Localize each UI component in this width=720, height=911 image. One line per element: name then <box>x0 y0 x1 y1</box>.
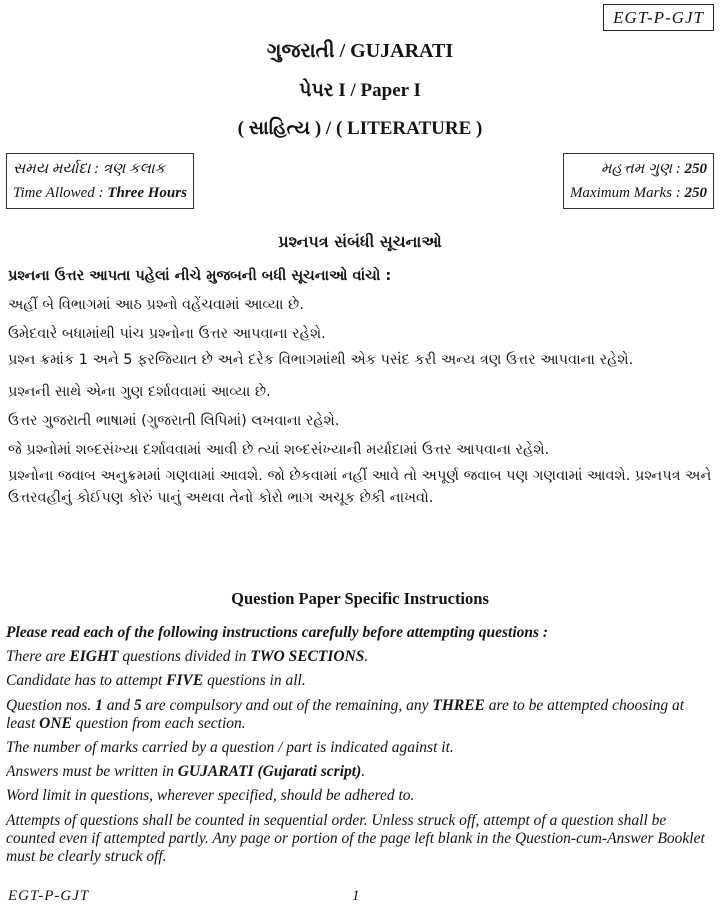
time-gujarati-value: ત્રણ કલાક <box>102 161 166 177</box>
item3-part: Question nos. <box>6 697 96 714</box>
english-instruction-item: The number of marks carried by a question / part is indicated against it. <box>6 739 454 756</box>
item5-part: Answers must be written in <box>6 763 178 780</box>
item1-part: questions divided in <box>118 648 251 665</box>
time-english <box>13 181 187 205</box>
title-language: ગુજરાતી / GUJARATI <box>266 40 454 62</box>
footer-paper-code: EGT-P-GJT <box>8 888 90 904</box>
gujarati-instruction-item: અહીં બે વિભાગમાં આઠ પ્રશ્નો વહેંચવામાં આવ્યા છે. <box>8 297 304 313</box>
english-instruction-item <box>6 669 714 693</box>
item3-emphasis: THREE <box>432 697 485 714</box>
item1-part: There are <box>6 648 70 665</box>
time-gujarati-label: સમય મર્યાદા : <box>13 161 100 177</box>
item3-emphasis: ONE <box>39 715 72 732</box>
english-instruction-item <box>6 697 714 733</box>
marks-gujarati-value: 250 <box>684 161 707 177</box>
time-english-label: Time Allowed : <box>13 185 104 201</box>
item3-emphasis: 5 <box>133 697 142 714</box>
gujarati-instructions-intro: પ્રશ્નના ઉત્તર આપતા પહેલાં નીચે મુજબની બધી સૂચનાઓ વાંચો : <box>8 268 392 284</box>
item1-emphasis: TWO SECTIONS <box>250 648 365 665</box>
marks-english <box>570 181 707 205</box>
gujarati-instruction-item: પ્રશ્નની સાથે એના ગુણ દર્શાવવામાં આવ્યા છે. <box>8 384 271 400</box>
item2-part: Candidate has to attempt <box>6 672 167 689</box>
item5-part: . <box>361 763 366 780</box>
item1-emphasis: EIGHT <box>69 648 119 665</box>
item3-part: are compulsory and out of the remaining, any <box>141 697 433 714</box>
page-number: 1 <box>352 888 360 904</box>
item1-part: . <box>364 648 369 665</box>
marks-gujarati <box>570 157 707 181</box>
item2-part: questions in all. <box>203 672 306 689</box>
english-instruction-item <box>6 760 714 784</box>
gujarati-instruction-item: પ્રશ્નોના જવાબ અનુક્રમમાં ગણવામાં આવશે. જો છેકવામાં નહીં આવે તો અપૂર્ણ જવાબ પણ ગણવામાં આવશે. પ્રશ્નપત્ર અને ઉત્તરવહીનું કોઈપણ કોરું પાનું અથવા તેનો કોરો ભાગ અચૂક છેકી નાખવો. <box>8 468 712 506</box>
english-instructions-intro: Please read each of the following instructions carefully before attempting questions : <box>6 624 549 641</box>
item3-part: and <box>102 697 134 714</box>
gujarati-instruction-item: પ્રશ્ન ક્રમાંક 1 અને 5 ફરજિયાત છે અને દરેક વિભાગમાંથી એક પસંદ કરી અન્ય ત્રણ ઉત્તર આપવાના રહેશે. <box>8 352 634 368</box>
english-instructions-heading: Question Paper Specific Instructions <box>231 589 489 608</box>
item3-part: question from each section. <box>71 715 246 732</box>
gujarati-instruction-item: ઉત્તર ગુજરાતી ભાષામાં (ગુજરાતી લિપિમાં) લખવાના રહેશે. <box>8 413 340 429</box>
gujarati-instruction-item: ઉમેદવારે બધામાંથી પાંચ પ્રશ્નોના ઉત્તર આપવાના રહેશે. <box>8 326 326 342</box>
marks-gujarati-label: મહત્તમ ગુણ : <box>600 161 681 177</box>
title-subject: ( સાહિત્ય ) / ( LITERATURE ) <box>237 118 483 139</box>
english-instruction-item: Word limit in questions, wherever specified, should be adhered to. <box>6 787 415 804</box>
paper-code: EGT-P-GJT <box>613 8 704 27</box>
time-allowed-box <box>6 153 194 209</box>
gujarati-instructions-heading: પ્રશ્નપત્ર સંબંધી સૂચનાઓ <box>278 232 442 251</box>
english-instruction-item: Attempts of questions shall be counted in sequential order. Unless struck off, attempt of a question shall be counted even if attempted partly. Any page or portion of the page left blank in the Question-cum-Answer Booklet must be clearly struck off. <box>6 812 705 865</box>
marks-english-value: 250 <box>684 185 707 201</box>
paper-code-box <box>603 4 714 31</box>
marks-english-label: Maximum Marks : <box>569 185 681 201</box>
time-gujarati <box>13 157 187 181</box>
maximum-marks-box <box>563 153 714 209</box>
time-english-value: Three Hours <box>107 185 187 201</box>
title-paper: પેપર I / Paper I <box>299 80 421 101</box>
gujarati-instruction-item: જે પ્રશ્નોમાં શબ્દસંખ્યા દર્શાવવામાં આવી છે ત્યાં શબ્દસંખ્યાની મર્યાદામાં ઉત્તર આપવાના રહેશે. <box>8 442 550 458</box>
english-instructions-list <box>6 621 714 869</box>
item5-emphasis: GUJARATI (Gujarati script) <box>177 763 362 780</box>
english-instruction-item <box>6 645 714 669</box>
item2-emphasis: FIVE <box>166 672 204 689</box>
gujarati-instructions-list <box>8 262 714 516</box>
item3-emphasis: 1 <box>95 697 103 714</box>
item3-part: are to be attempted choosing at least <box>6 697 685 732</box>
